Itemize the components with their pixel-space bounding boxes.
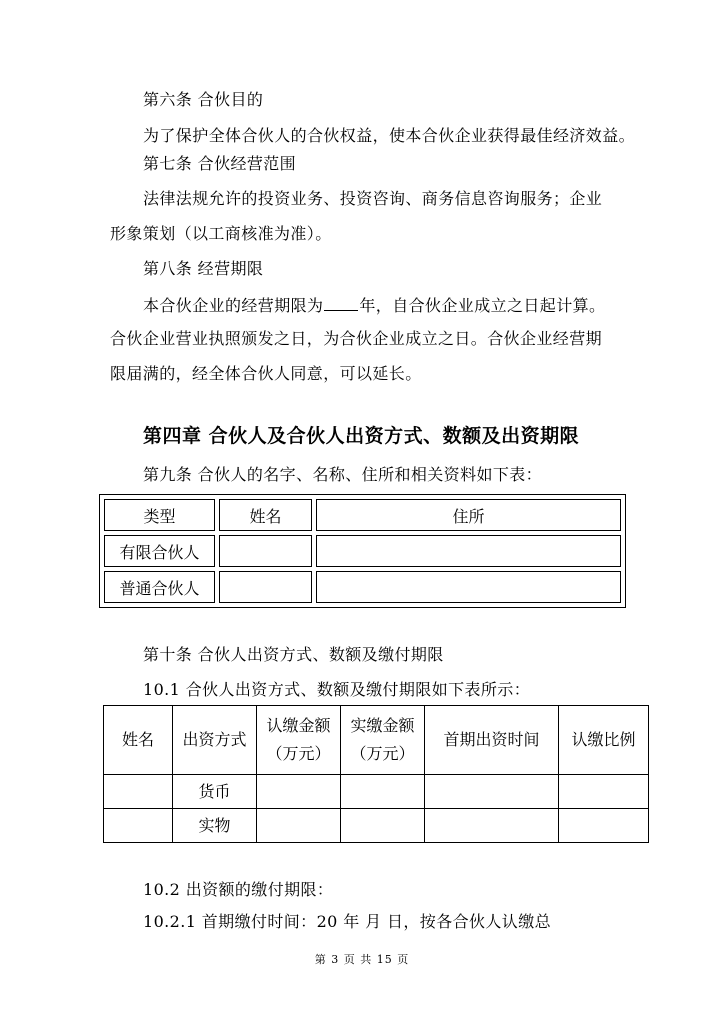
article-8-text-line3: 限届满的，经全体合伙人同意，可以延长。 <box>110 364 422 383</box>
table-cell <box>425 809 559 843</box>
table-header-cell: 认缴比例 <box>559 706 649 775</box>
table-row <box>104 775 649 809</box>
contribution-table <box>103 705 649 843</box>
article-8-text-line2: 合伙企业营业执照颁发之日，为合伙企业成立之日。合伙企业经营期 <box>110 329 603 348</box>
table-header-cell <box>341 706 425 775</box>
article-6-title: 第六条 合伙目的 <box>143 90 264 109</box>
article-6-text: 为了保护全体合伙人的合伙权益，使本合伙企业获得最佳经济效益。 <box>143 126 636 145</box>
table-header-row <box>104 499 621 531</box>
table-cell <box>559 775 649 809</box>
article-7-text-line2: 形象策划（以工商核准为准）。 <box>110 224 332 243</box>
table-header-cell: 住所 <box>316 499 621 531</box>
article-7-title: 第七条 合伙经营范围 <box>143 154 297 173</box>
table-header-cell <box>257 706 341 775</box>
article-10-title: 第十条 合伙人出资方式、数额及缴付期限 <box>143 645 444 664</box>
table-cell <box>316 571 621 603</box>
table-header-cell: 类型 <box>104 499 215 531</box>
article-10-2: 10.2 出资额的缴付期限： <box>143 880 334 899</box>
article-8-text-part-b: 年，自合伙企业成立之日起计算。 <box>359 296 606 315</box>
partners-info-table <box>99 494 626 608</box>
table-cell: 普通合伙人 <box>104 571 215 603</box>
article-9-title: 第九条 合伙人的名字、名称、住所和相关资料如下表： <box>143 465 543 484</box>
chapter-4-heading: 第四章 合伙人及合伙人出资方式、数额及出资期限 <box>143 425 580 447</box>
header-line: 认缴金额 <box>266 716 331 735</box>
table-cell: 有限合伙人 <box>104 535 215 567</box>
table-cell <box>341 809 425 843</box>
term-years-blank <box>324 294 358 311</box>
table-cell <box>341 775 425 809</box>
table-cell: 货币 <box>173 775 257 809</box>
table-cell <box>219 535 312 567</box>
table-header-cell: 姓名 <box>104 706 173 775</box>
table-cell <box>316 535 621 567</box>
article-8-text-part-a: 本合伙企业的经营期限为 <box>143 296 324 315</box>
header-line: （万元） <box>350 744 415 763</box>
article-8-text-line1 <box>143 294 605 316</box>
article-7-text-line1: 法律法规允许的投资业务、投资咨询、商务信息咨询服务；企业 <box>143 189 603 208</box>
table-row <box>104 571 621 603</box>
article-10-1: 10.1 合伙人出资方式、数额及缴付期限如下表所示： <box>143 680 531 699</box>
table-header-cell: 姓名 <box>219 499 312 531</box>
table-row <box>104 809 649 843</box>
table-header-row <box>104 706 649 775</box>
header-line: （万元） <box>266 744 331 763</box>
table-cell: 实物 <box>173 809 257 843</box>
table-cell <box>257 775 341 809</box>
table-header-cell: 首期出资时间 <box>425 706 559 775</box>
article-8-title: 第八条 经营期限 <box>143 259 264 278</box>
table-cell <box>219 571 312 603</box>
table-cell <box>559 809 649 843</box>
page-footer: 第 3 页 共 15 页 <box>314 953 410 966</box>
table-cell <box>104 809 173 843</box>
table-cell <box>257 809 341 843</box>
table-row <box>104 535 621 567</box>
table-header-cell: 出资方式 <box>173 706 257 775</box>
table-cell <box>425 775 559 809</box>
header-line: 实缴金额 <box>350 716 415 735</box>
table-cell <box>104 775 173 809</box>
article-10-2-1: 10.2.1 首期缴付时间：20 年 月 日，按各合伙人认缴总 <box>143 912 551 931</box>
